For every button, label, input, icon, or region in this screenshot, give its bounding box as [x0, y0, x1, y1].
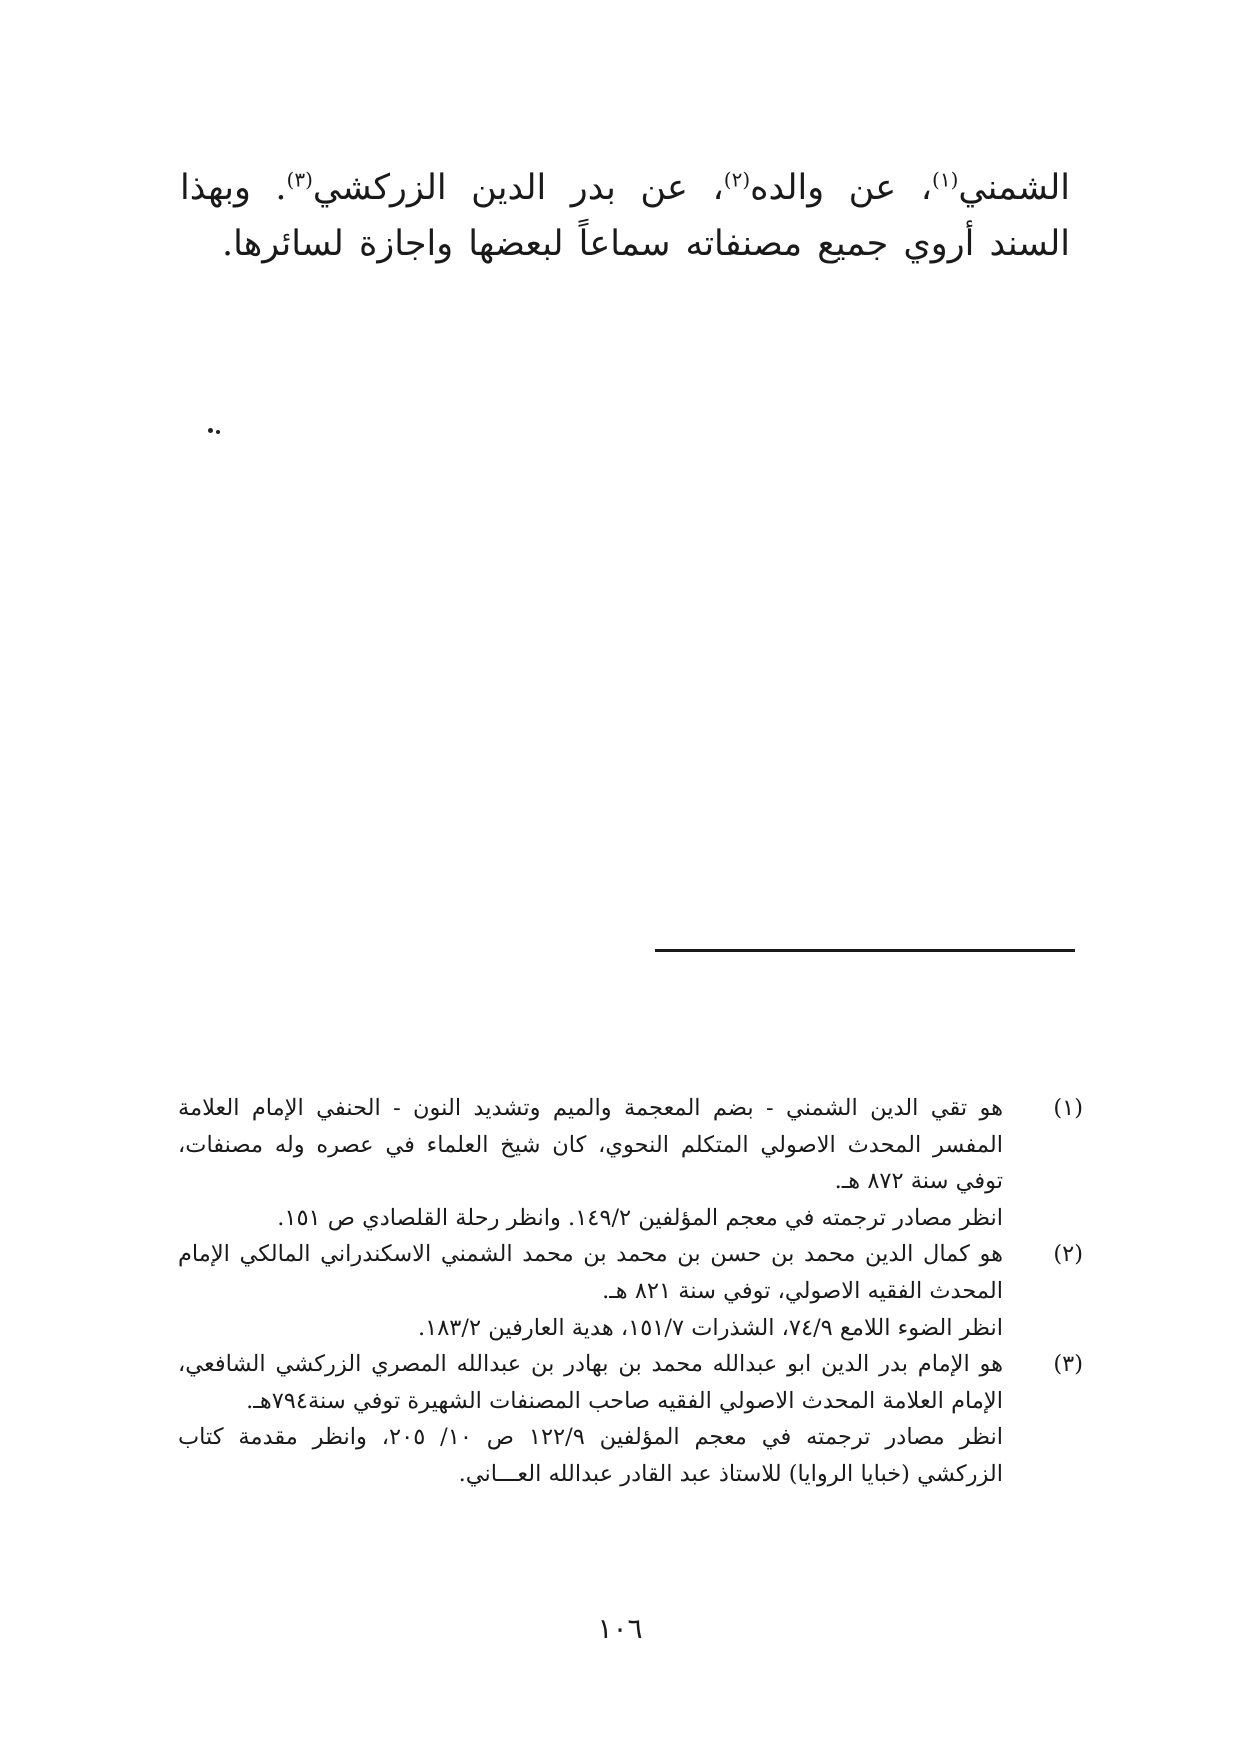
footnote-2	[178, 1236, 1083, 1346]
footnote-separator	[655, 949, 1075, 952]
text-part-2: ، عن والده	[750, 168, 933, 208]
footnote-line: انظر مصادر ترجمته في معجم المؤلفين ١٢٢/٩ ص ١٠/ ٢٠٥، وانظر مقدمة كتاب الزركشي (خبايا الروايا) للاستاذ عبد القادر عبدالله العـــاني.	[178, 1424, 1003, 1487]
footnote-body	[178, 1346, 1003, 1492]
footnote-1	[178, 1090, 1083, 1236]
main-text	[180, 160, 1070, 272]
text-part-4: . وبهذا السند أروي جميع مصنفاته سماعاً لبعضها واجازة لسائرها.	[180, 168, 1070, 264]
footnote-line: هو كمال الدين محمد بن حسن بن محمد بن محمد الشمني الاسكندراني المالكي الإمام المحدث الفقيه الاصولي، توفي سنة ٨٢١ هـ.	[178, 1241, 1003, 1304]
footnote-line: انظر الضوء اللامع ٧٤/٩، الشذرات ١٥١/٧، هدية العارفين ١٨٣/٢.	[417, 1314, 1003, 1341]
page-number: ١٠٦	[597, 1612, 643, 1645]
footnote-line: هو الإمام بدر الدين ابو عبدالله محمد بن بهادر بن عبدالله المصري الزركشي الشافعي، الإمام العلامة المحدث الاصولي الفقيه صاحب المصنفات الشهيرة توفي سنة٧٩٤هـ.	[178, 1351, 1003, 1414]
footnote-ref-3: (٣)	[286, 167, 313, 192]
text-part-1: الشمني	[958, 168, 1071, 208]
scan-speck	[208, 428, 213, 433]
footnote-number: (٢)	[1053, 1241, 1083, 1268]
footnote-body	[178, 1090, 1003, 1236]
main-paragraph	[180, 160, 1070, 272]
footnote-body	[178, 1236, 1003, 1346]
footnote-number: (١)	[1053, 1095, 1083, 1121]
footnote-line: انظر مصادر ترجمته في معجم المؤلفين ١٤٩/٢. وانظر رحلة القلصادي ص ١٥١.	[277, 1204, 1003, 1231]
footnote-ref-2: (٢)	[723, 167, 751, 192]
footnotes	[178, 1090, 1083, 1493]
text-part-3: ، عن بدر الدين الزركشي	[312, 168, 724, 208]
footnote-3	[178, 1346, 1083, 1492]
footnote-line: هو تقي الدين الشمني - بضم المعجمة والميم وتشديد النون - الحنفي الإمام العلامة المفسر المحدث الاصولي المتكلم النحوي، كان شيخ العلماء في عصره وله مصنفات، توفي سنة ٨٧٢ هـ.	[178, 1095, 1003, 1195]
footnote-number: (٣)	[1053, 1351, 1083, 1378]
footnote-ref-1: (١)	[932, 167, 959, 192]
scan-speck	[216, 430, 220, 434]
